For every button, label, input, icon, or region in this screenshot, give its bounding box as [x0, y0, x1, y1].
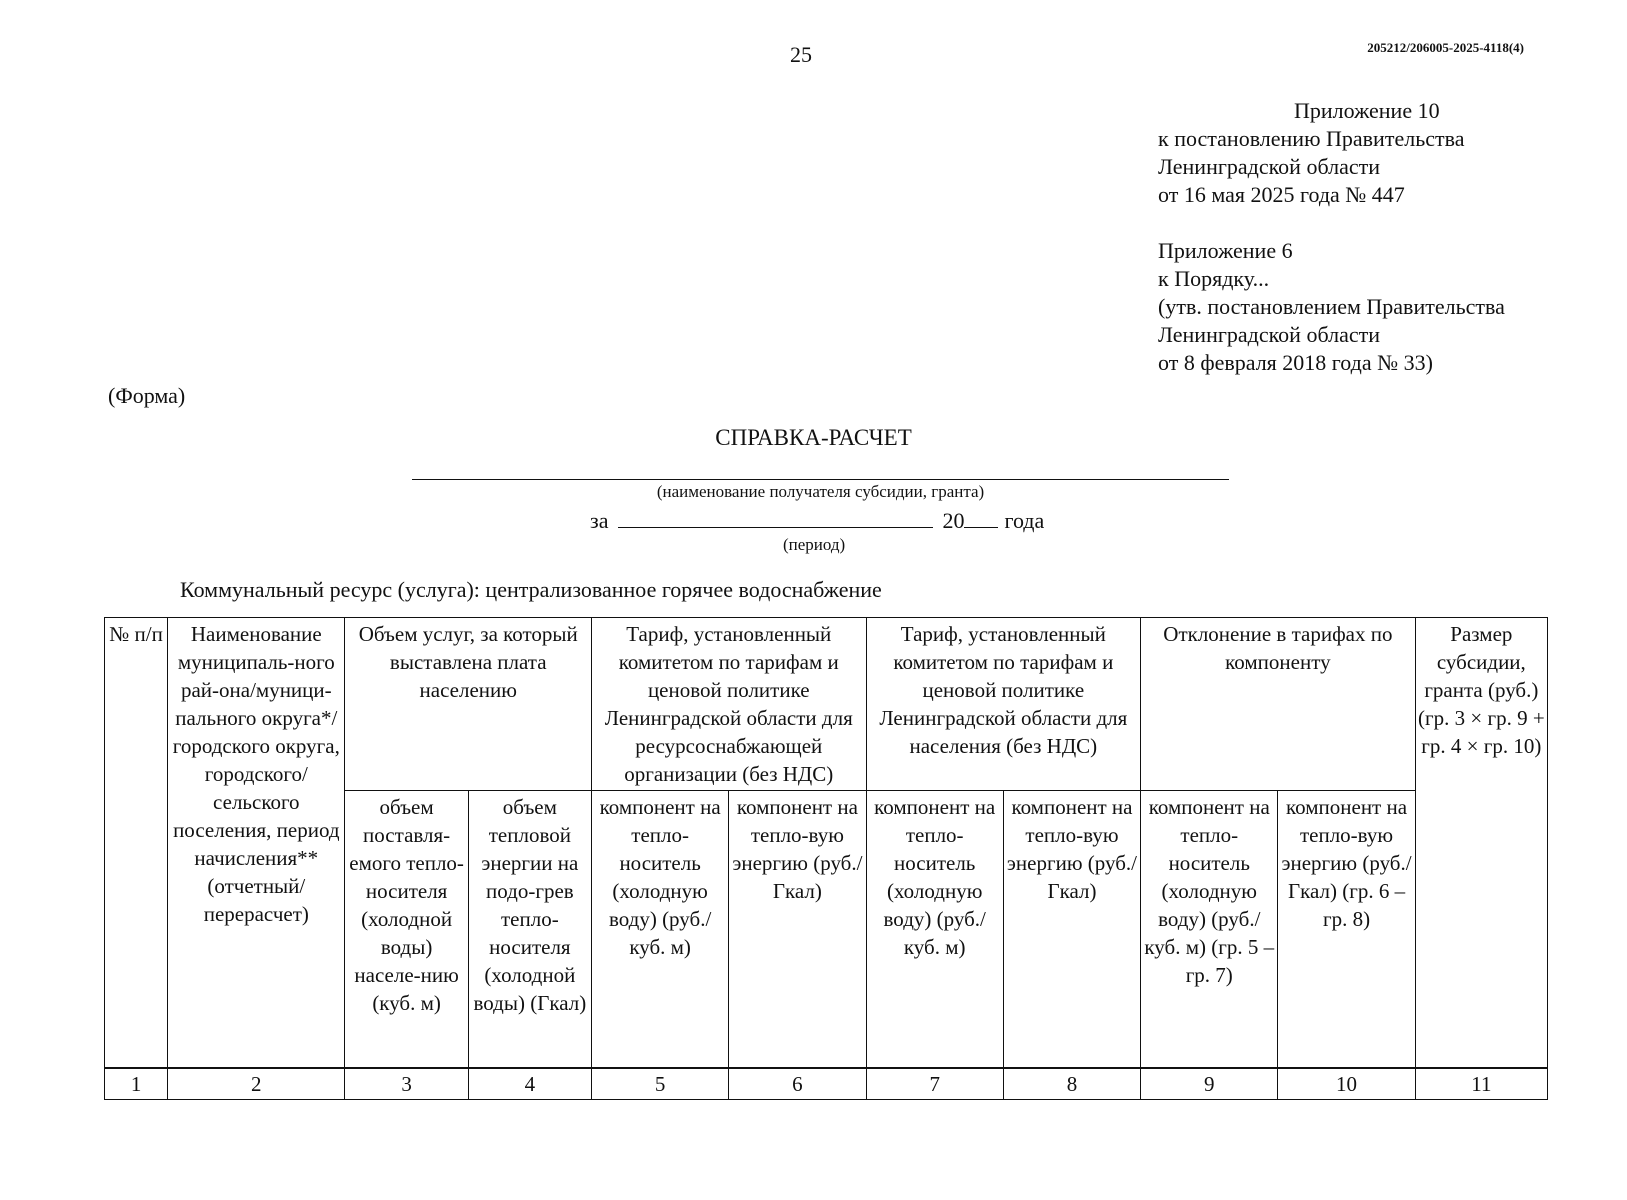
appendix-line: от 16 мая 2025 года № 447	[1158, 182, 1405, 207]
column-number: 1	[105, 1068, 168, 1100]
column-numbers-row	[105, 1068, 1548, 1100]
column-number: 7	[866, 1068, 1003, 1100]
appendix-order-line: от 8 февраля 2018 года № 33)	[1158, 350, 1433, 375]
subheader-col-7: компонент на тепло-носитель (холодную воду) (руб./ куб. м)	[866, 791, 1003, 1069]
form-label: (Форма)	[108, 383, 186, 408]
resource-line: Коммунальный ресурс (услуга): централизованное горячее водоснабжение	[180, 577, 882, 602]
column-number: 4	[468, 1068, 591, 1100]
appendix-order-line: к Порядку...	[1158, 266, 1270, 291]
header-tariff-population: Тариф, установленный комитетом по тарифам и ценовой политике Ленинградской области для населения (без НДС)	[866, 618, 1141, 791]
table-header-row	[105, 618, 1548, 791]
period-prefix: за	[590, 508, 609, 533]
column-number: 3	[345, 1068, 468, 1100]
subheader-col-5: компонент на тепло-носитель (холодную воду) (руб./ куб. м)	[591, 791, 728, 1069]
subheader-col-8: компонент на тепло-вую энергию (руб./Гкал)	[1003, 791, 1140, 1069]
page-number: 25	[790, 42, 812, 67]
appendix-line: Ленинградской области	[1158, 154, 1380, 179]
subheader-col-3: объем поставля-емого тепло-носителя (холодной воды) населе-нию (куб. м)	[345, 791, 468, 1069]
document-code: 205212/206005-2025-4118(4)	[1367, 40, 1524, 55]
column-number: 9	[1141, 1068, 1278, 1100]
appendix-order-block	[1158, 237, 1505, 377]
column-number: 2	[168, 1068, 345, 1100]
appendix-order-line: Ленинградской области	[1158, 322, 1380, 347]
period-caption: (период)	[783, 535, 846, 554]
subheader-col-10: компонент на тепло-вую энергию (руб./Гкал) (гр. 6 – гр. 8)	[1278, 791, 1415, 1069]
header-name: Наименование муниципаль-ного рай-она/муници-пального округа*/ городского округа, городского/ сельского поселения, период начисления** (отчетный/ перерасчет)	[168, 618, 345, 1069]
header-subsidy: Размер субсидии, гранта (руб.) (гр. 3 × гр. 9 + гр. 4 × гр. 10)	[1415, 618, 1547, 1069]
period-suffix: года	[1004, 508, 1045, 533]
subheader-col-6: компонент на тепло-вую энергию (руб./Гкал)	[729, 791, 866, 1069]
subheader-col-4: объем тепловой энергии на подо-грев тепло-носителя (холодной воды) (Гкал)	[468, 791, 591, 1069]
header-volume: Объем услуг, за который выставлена плата населению	[345, 618, 592, 791]
column-number: 8	[1003, 1068, 1140, 1100]
appendix-line: Приложение 10	[1294, 98, 1440, 123]
document-title: СПРАВКА-РАСЧЕТ	[715, 425, 912, 450]
column-number: 5	[591, 1068, 728, 1100]
column-number: 10	[1278, 1068, 1415, 1100]
appendix-order-line: Приложение 6	[1158, 238, 1293, 263]
calculation-table	[104, 617, 1548, 1100]
header-deviation: Отклонение в тарифах по компоненту	[1141, 618, 1416, 791]
period-blank	[618, 505, 933, 528]
appendix-order-line: (утв. постановлением Правительства	[1158, 294, 1505, 319]
column-number: 11	[1415, 1068, 1547, 1100]
appendix-block	[1158, 97, 1464, 209]
period-line	[590, 505, 1044, 534]
recipient-name-caption: (наименование получателя субсидии, гранта)	[656, 482, 985, 501]
column-number: 6	[729, 1068, 866, 1100]
subheader-col-9: компонент на тепло-носитель (холодную воду) (руб./ куб. м) (гр. 5 – гр. 7)	[1141, 791, 1278, 1069]
recipient-name-line	[412, 479, 1229, 480]
appendix-line: к постановлению Правительства	[1158, 126, 1465, 151]
header-tariff-org: Тариф, установленный комитетом по тарифам и ценовой политике Ленинградской области для ресурсоснабжающей организации (без НДС)	[591, 618, 866, 791]
year-blank	[964, 505, 998, 528]
header-num: № п/п	[105, 618, 168, 1069]
year-prefix: 20	[942, 508, 965, 533]
